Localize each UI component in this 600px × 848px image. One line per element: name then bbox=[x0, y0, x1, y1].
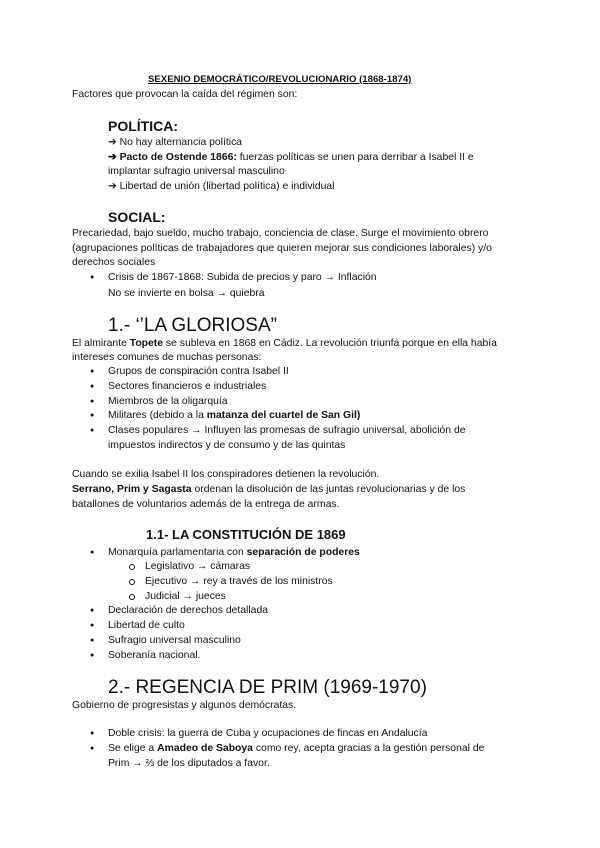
politica-item-3: ➔ Libertad de unión (libertad política) e individual bbox=[108, 181, 335, 192]
gloriosa-item-4-bold: matanza del cuartel de San Gil) bbox=[206, 410, 361, 421]
regencia-paragraph: Gobierno de progresistas y algunos demócratas. bbox=[72, 700, 297, 711]
regencia-item-2 bbox=[108, 742, 484, 755]
politica-heading: POLÍTICA: bbox=[108, 118, 178, 134]
gloriosa-paragraph-line3: Cuando se exilia Isabel II los conspiradores detienen la revolución. bbox=[72, 469, 380, 480]
constitucion-heading: 1.1- LA CONSTITUCIÓN DE 1869 bbox=[146, 527, 346, 542]
politica-item-2-bold: ➔ Pacto de Ostende 1866: bbox=[108, 152, 237, 163]
politica-item-2-line2: implantar sufragio universal masculino bbox=[108, 166, 285, 177]
gloriosa-paragraph-line2: intereses comunes de muchas personas: bbox=[72, 352, 262, 363]
regencia-item-2-pre: Se elige a bbox=[108, 743, 158, 754]
politica-item-2-rest: fuerzas políticas se unen para derribar a Isabel II e bbox=[236, 152, 474, 163]
gloriosa-p4-bold: Serrano, Prim y Sagasta bbox=[72, 484, 192, 495]
constitucion-item-4: Sufragio universal masculino bbox=[108, 635, 241, 646]
gloriosa-paragraph-line5: batallones de voluntarios además de la entrega de armas. bbox=[72, 499, 340, 510]
bullet-icon: ● bbox=[90, 745, 95, 752]
bullet-icon: ● bbox=[90, 549, 95, 556]
regencia-item-2-bold: Amadeo de Saboya bbox=[157, 743, 253, 754]
circle-bullet-icon bbox=[129, 594, 135, 600]
regencia-item-2-line2: Prim → ⅔ de los diputados a favor. bbox=[108, 758, 270, 769]
intro-text: Factores que provocan la caída del régimen son: bbox=[72, 89, 298, 100]
bullet-icon: ● bbox=[90, 383, 95, 390]
constitucion-item-2: Declaración de derechos detallada bbox=[108, 605, 269, 616]
circle-bullet-icon bbox=[129, 579, 135, 585]
constitucion-item-1-bold: separación de poderes bbox=[246, 547, 360, 558]
politica-item-2 bbox=[108, 151, 474, 164]
gloriosa-paragraph-line1 bbox=[72, 337, 497, 350]
regencia-item-1: Doble crisis: la guerra de Cuba y ocupaciones de fincas en Andalucía bbox=[108, 728, 428, 739]
gloriosa-item-1: Grupos de conspiración contra Isabel II bbox=[108, 366, 289, 377]
bullet-icon: ● bbox=[90, 427, 95, 434]
circle-bullet-icon bbox=[129, 564, 135, 570]
gloriosa-item-3: Miembros de la oligarquía bbox=[108, 396, 228, 407]
gloriosa-p1-pre: El almirante bbox=[72, 338, 130, 349]
social-paragraph-line3: derechos sociales bbox=[72, 257, 156, 268]
gloriosa-item-5: Clases populares → Influyen las promesas de sufragio universal, abolición de bbox=[108, 425, 466, 436]
constitucion-sub-2: Ejecutivo → rey a través de los ministros bbox=[145, 576, 333, 587]
bullet-icon: ● bbox=[90, 730, 95, 737]
gloriosa-p1-bold: Topete bbox=[129, 338, 164, 349]
social-paragraph-line1: Precariedad, bajo sueldo, mucho trabajo, conciencia de clase. Surge el movimiento obrero bbox=[72, 228, 489, 239]
constitucion-item-5: Soberanía nacional. bbox=[108, 650, 201, 661]
bullet-icon: ● bbox=[90, 622, 95, 629]
social-heading: SOCIAL: bbox=[108, 209, 166, 225]
gloriosa-heading: 1.- ‘’LA GLORIOSA” bbox=[108, 315, 277, 336]
constitucion-sub-3: Judicial → jueces bbox=[145, 591, 226, 602]
document-title: SEXENIO DEMOCRÁTICO/REVOLUCIONARIO (1868-1874) bbox=[148, 74, 412, 85]
constitucion-item-1 bbox=[108, 546, 360, 559]
politica-item-1: ➔ No hay alternancia política bbox=[108, 137, 243, 148]
gloriosa-item-4-pre: Militares (debido a la bbox=[108, 410, 207, 421]
bullet-icon: ● bbox=[90, 368, 95, 375]
bullet-icon: ● bbox=[90, 274, 95, 281]
bullet-icon: ● bbox=[90, 412, 95, 419]
constitucion-item-1-pre: Monarquía parlamentaria con bbox=[108, 547, 247, 558]
bullet-icon: ● bbox=[90, 398, 95, 405]
social-bullet-1-line2: No se invierte en bolsa → quiebra bbox=[108, 288, 265, 299]
social-paragraph-line2: (agrupaciones políticas de trabajadores que quieren mejorar sus condiciones laborales) y/o bbox=[72, 243, 492, 254]
bullet-icon: ● bbox=[90, 637, 95, 644]
bullet-icon: ● bbox=[90, 652, 95, 659]
gloriosa-p4-rest: ordenan la disolución de las juntas revolucionarias y de los bbox=[191, 484, 466, 495]
gloriosa-item-4 bbox=[108, 409, 360, 422]
gloriosa-paragraph-line4 bbox=[72, 483, 465, 496]
regencia-item-2-rest: como rey, acepta gracias a la gestión personal de bbox=[252, 743, 485, 754]
regencia-heading: 2.- REGENCIA DE PRIM (1969-1970) bbox=[108, 677, 427, 698]
constitucion-sub-1: Legislativo → cámaras bbox=[145, 561, 251, 572]
constitucion-item-3: Libertad de culto bbox=[108, 620, 185, 631]
social-bullet-1: Crisis de 1867-1868: Subida de precios y paro → Inflación bbox=[108, 272, 377, 283]
bullet-icon: ● bbox=[90, 607, 95, 614]
gloriosa-item-2: Sectores financieros e industriales bbox=[108, 381, 267, 392]
gloriosa-p1-post: se subleva en 1868 en Cádiz. La revolución triunfa porque en ella había bbox=[163, 338, 497, 349]
gloriosa-item-5-line2: impuestos indirectos y de consumo y de las quintas bbox=[108, 440, 346, 451]
